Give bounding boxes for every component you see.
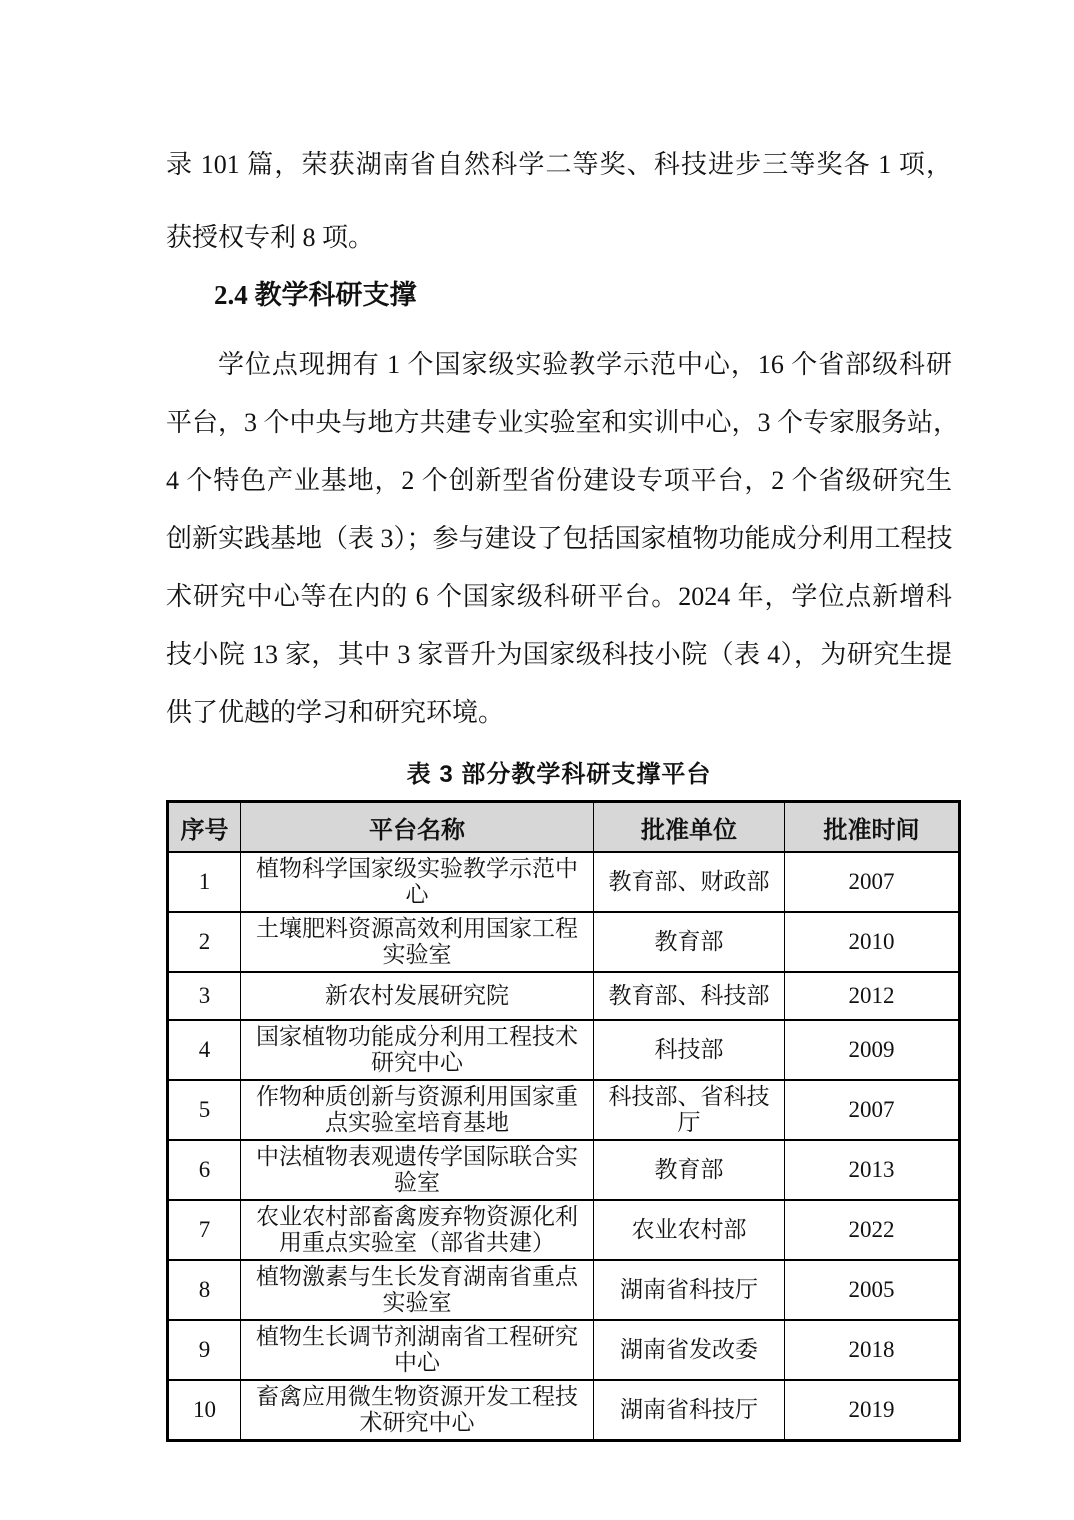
- cell-no: 9: [168, 1320, 241, 1380]
- cell-no: 8: [168, 1260, 241, 1320]
- platforms-table-body: [168, 852, 960, 1441]
- paragraph-line: 4 个特色产业基地，2 个创新型省份建设专项平台，2 个省级研究生: [166, 466, 952, 495]
- paragraph-main: [166, 336, 960, 742]
- section-heading: 2.4 教学科研支撑: [214, 280, 417, 310]
- table-header-cell: 平台名称: [241, 802, 594, 853]
- cell-year: 2007: [785, 1080, 960, 1140]
- cell-approver: 湖南省科技厅: [594, 1380, 785, 1441]
- table-header-cell: 批准单位: [594, 802, 785, 853]
- cell-name: 植物激素与生长发育湖南省重点实验室: [241, 1260, 594, 1320]
- cell-year: 2022: [785, 1200, 960, 1260]
- table-header-row: [168, 802, 960, 853]
- table-row: [168, 1080, 960, 1140]
- cell-year: 2018: [785, 1320, 960, 1380]
- cell-name: 新农村发展研究院: [241, 972, 594, 1020]
- cell-year: 2013: [785, 1140, 960, 1200]
- paragraph-line: 平台，3 个中央与地方共建专业实验室和实训中心，3 个专家服务站，: [166, 408, 960, 437]
- document-page: [166, 0, 960, 1442]
- table-row: [168, 972, 960, 1020]
- cell-name: 国家植物功能成分利用工程技术研究中心: [241, 1020, 594, 1080]
- cell-year: 2010: [785, 912, 960, 972]
- cell-name: 农业农村部畜禽废弃物资源化利用重点实验室（部省共建）: [241, 1200, 594, 1260]
- cell-name: 植物生长调节剂湖南省工程研究中心: [241, 1320, 594, 1380]
- cell-approver: 科技部、省科技厅: [594, 1080, 785, 1140]
- platforms-table: [166, 800, 961, 1442]
- cell-name: 中法植物表观遗传学国际联合实验室: [241, 1140, 594, 1200]
- cell-approver: 教育部、科技部: [594, 972, 785, 1020]
- cell-approver: 教育部: [594, 912, 785, 972]
- cell-year: 2012: [785, 972, 960, 1020]
- cell-name: 植物科学国家级实验教学示范中心: [241, 852, 594, 912]
- table-caption: 表 3 部分教学科研支撑平台: [406, 761, 712, 788]
- table-row: [168, 1380, 960, 1441]
- table-row: [168, 1200, 960, 1260]
- cell-no: 4: [168, 1020, 241, 1080]
- cell-name: 畜禽应用微生物资源开发工程技术研究中心: [241, 1380, 594, 1441]
- table-row: [168, 1140, 960, 1200]
- cell-year: 2005: [785, 1260, 960, 1320]
- paragraph-line: 术研究中心等在内的 6 个国家级科研平台。2024 年，学位点新增科: [166, 582, 952, 611]
- paragraph-line: 获授权专利 8 项。: [166, 223, 375, 252]
- cell-name: 土壤肥料资源高效利用国家工程实验室: [241, 912, 594, 972]
- table-row: [168, 1020, 960, 1080]
- table-header-cell: 序号: [168, 802, 241, 853]
- cell-approver: 湖南省科技厅: [594, 1260, 785, 1320]
- table-header-cell: 批准时间: [785, 802, 960, 853]
- cell-no: 1: [168, 852, 241, 912]
- cell-no: 7: [168, 1200, 241, 1260]
- cell-approver: 农业农村部: [594, 1200, 785, 1260]
- cell-year: 2009: [785, 1020, 960, 1080]
- cell-name: 作物种质创新与资源利用国家重点实验室培育基地: [241, 1080, 594, 1140]
- cell-approver: 教育部、财政部: [594, 852, 785, 912]
- cell-year: 2019: [785, 1380, 960, 1441]
- paragraph-continuation: [166, 128, 952, 274]
- table-row: [168, 852, 960, 912]
- table-row: [168, 1320, 960, 1380]
- paragraph-line: 学位点现拥有 1 个国家级实验教学示范中心，16 个省部级科研: [218, 350, 952, 379]
- paragraph-line: 技小院 13 家，其中 3 家晋升为国家级科技小院（表 4），为研究生提: [166, 640, 952, 669]
- cell-no: 3: [168, 972, 241, 1020]
- cell-approver: 教育部: [594, 1140, 785, 1200]
- cell-no: 2: [168, 912, 241, 972]
- cell-year: 2007: [785, 852, 960, 912]
- cell-no: 6: [168, 1140, 241, 1200]
- paragraph-line: 供了优越的学习和研究环境。: [166, 698, 505, 727]
- cell-no: 10: [168, 1380, 241, 1441]
- paragraph-line: 录 101 篇，荣获湖南省自然科学二等奖、科技进步三等奖各 1 项，: [166, 150, 952, 179]
- cell-no: 5: [168, 1080, 241, 1140]
- cell-approver: 湖南省发改委: [594, 1320, 785, 1380]
- paragraph-line: 创新实践基地（表 3）；参与建设了包括国家植物功能成分利用工程技: [166, 524, 953, 553]
- table-row: [168, 912, 960, 972]
- cell-approver: 科技部: [594, 1020, 785, 1080]
- table-row: [168, 1260, 960, 1320]
